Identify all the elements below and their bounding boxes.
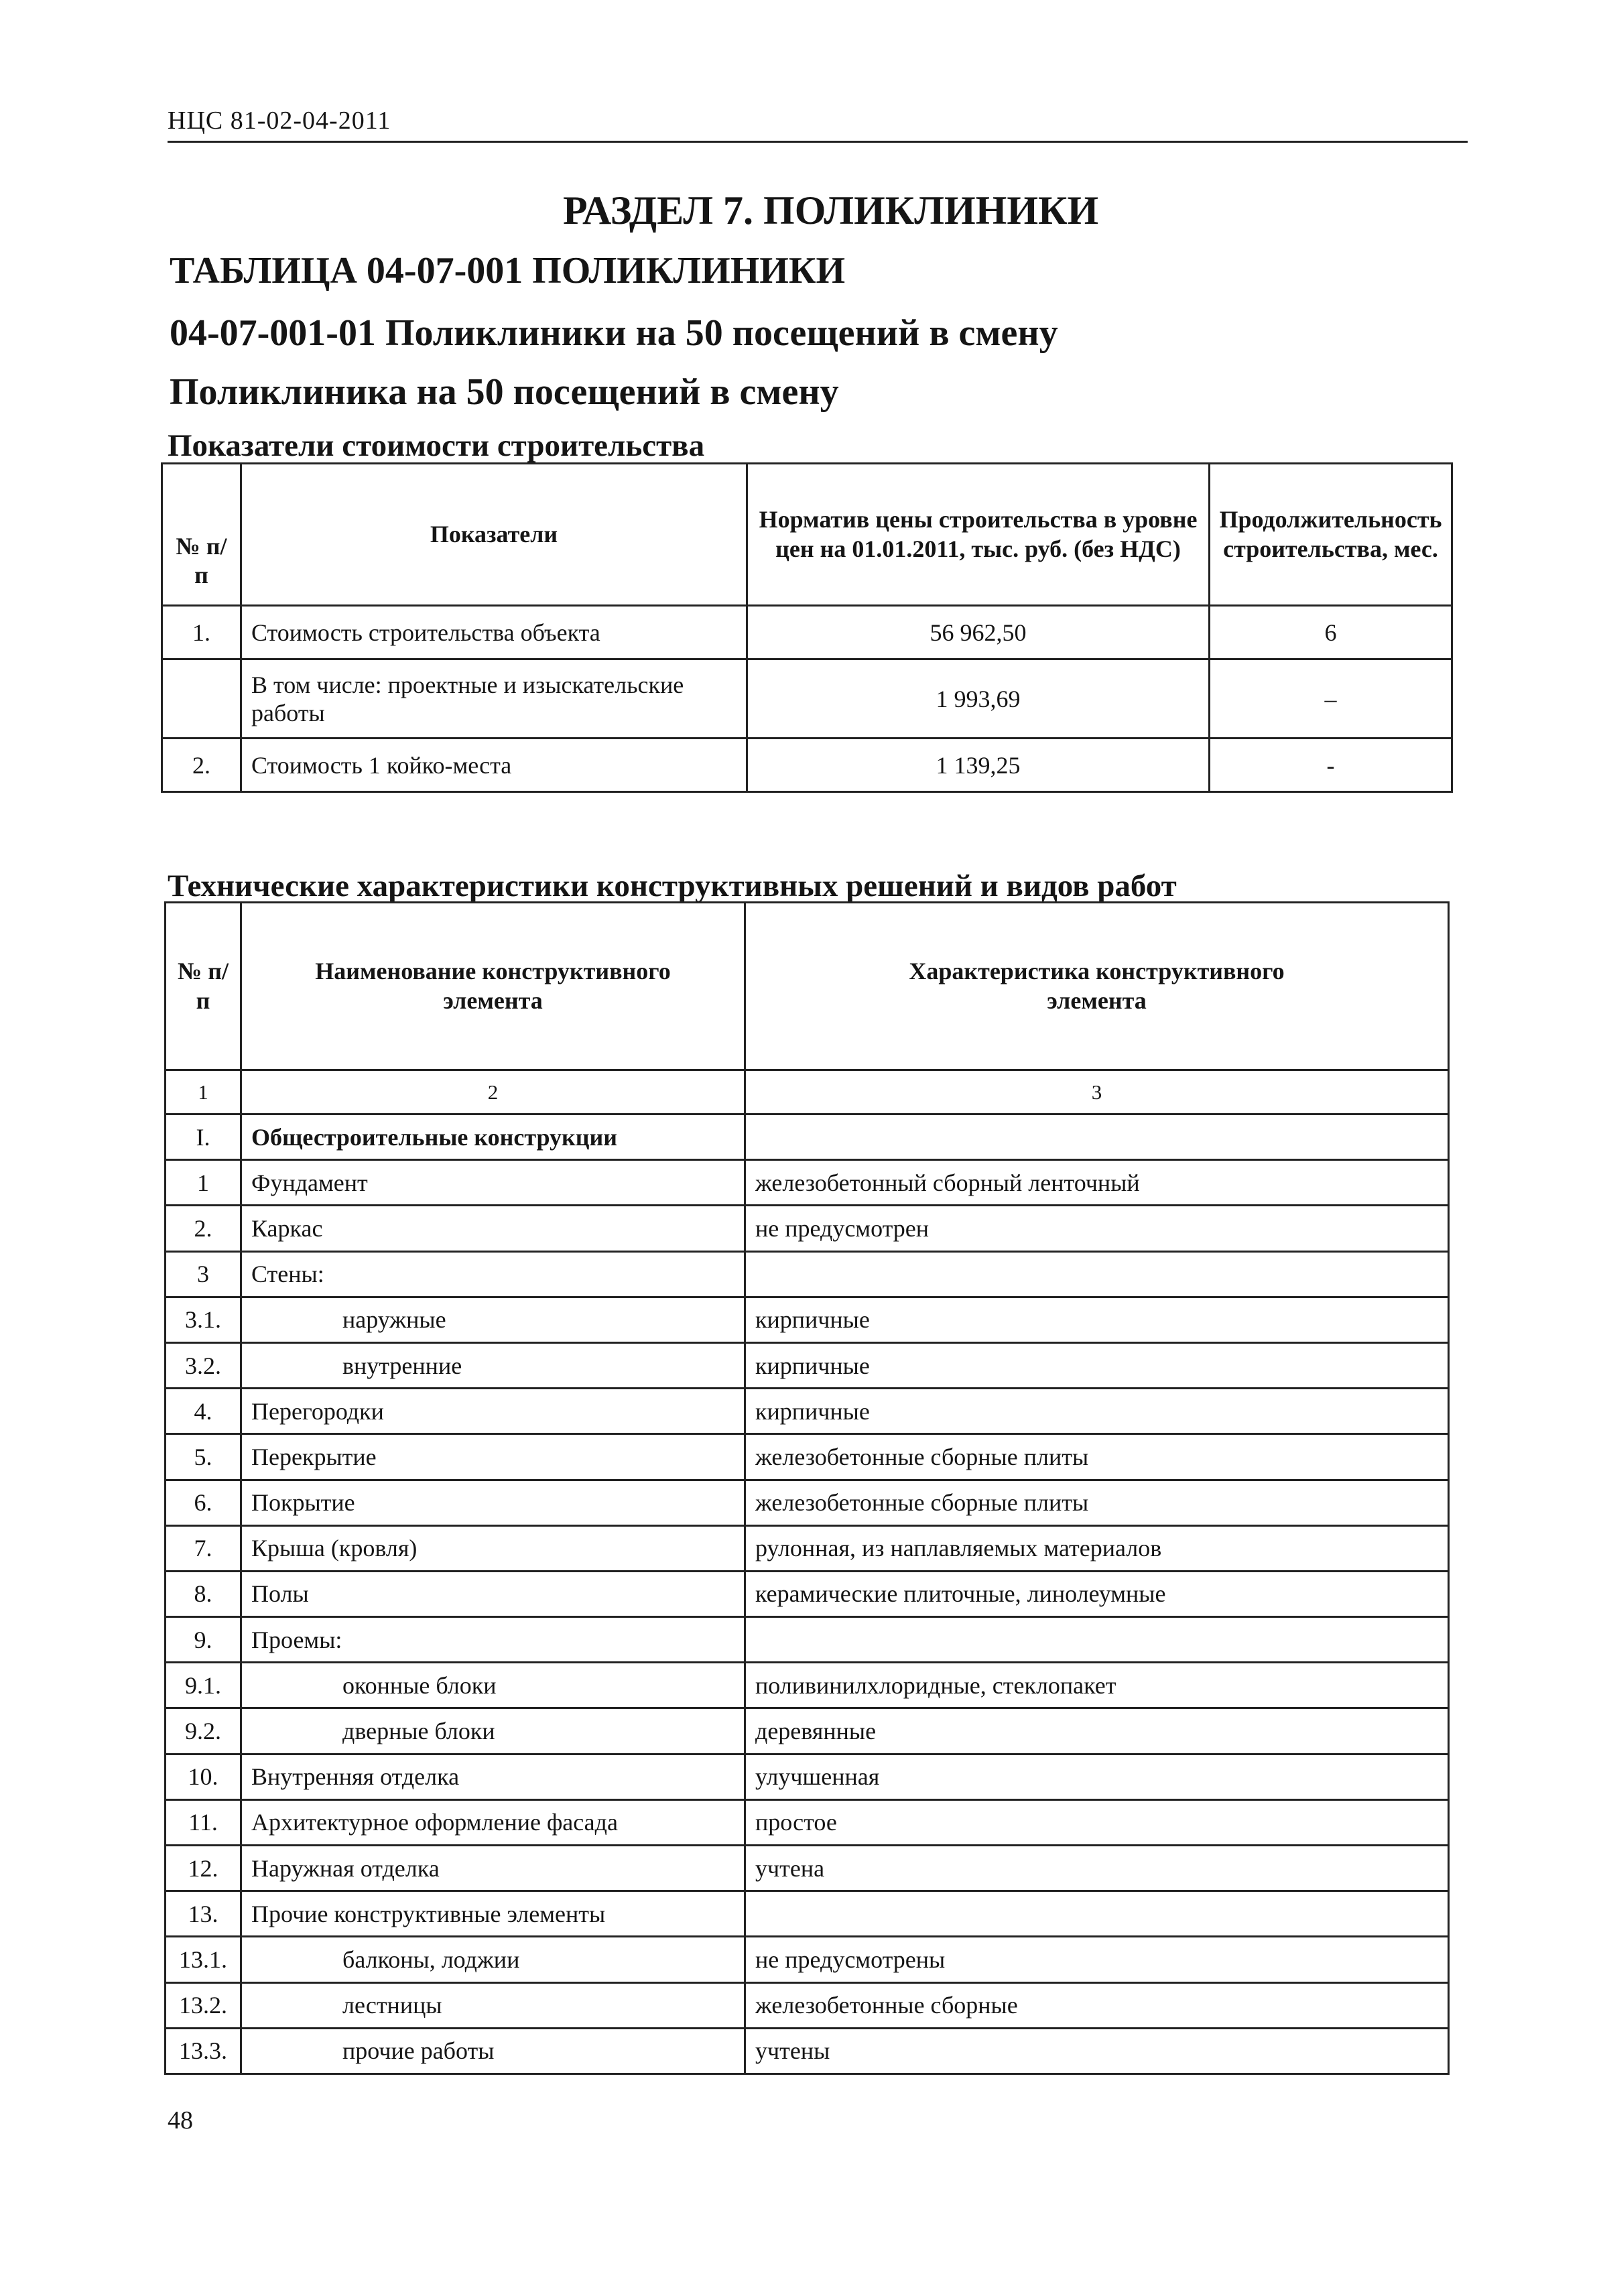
tech-row-characteristic: учтена xyxy=(745,1846,1449,1891)
tech-row-characteristic: простое xyxy=(745,1799,1449,1845)
cost-header-num: № п/п xyxy=(162,464,241,606)
tech-section-title: Технические характеристики конструктивных решений и видов работ xyxy=(168,869,1177,903)
tech-row-num: 9. xyxy=(166,1617,241,1663)
tech-row-name: Прочие конструктивные элементы xyxy=(241,1891,745,1937)
cost-section-title: Показатели стоимости строительства xyxy=(168,428,705,463)
tech-row-characteristic: не предусмотрен xyxy=(745,1206,1449,1251)
tech-row-num: 4. xyxy=(166,1389,241,1434)
tech-row-name: Перекрытие xyxy=(241,1434,745,1480)
tech-row-num: 3.2. xyxy=(166,1342,241,1388)
tech-row-name: Наружная отделка xyxy=(241,1846,745,1891)
tech-row-characteristic: учтены xyxy=(745,2028,1449,2074)
tech-row xyxy=(166,1617,1449,1663)
tech-row-characteristic: рулонная, из наплавляемых материалов xyxy=(745,1525,1449,1571)
tech-row-characteristic: поливинилхлоридные, стеклопакет xyxy=(745,1663,1449,1708)
tech-row-name: наружные xyxy=(241,1297,745,1342)
tech-row xyxy=(166,1206,1449,1251)
tech-row xyxy=(166,1251,1449,1297)
tech-header-name: Наименование конструктивного элемента xyxy=(241,903,745,1070)
tech-row xyxy=(166,1389,1449,1434)
tech-row-name: Крыша (кровля) xyxy=(241,1525,745,1571)
tech-row-characteristic: кирпичные xyxy=(745,1342,1449,1388)
cost-row-indicator: В том числе: проектные и изыскательские работы xyxy=(241,659,747,739)
tech-row-num: 7. xyxy=(166,1525,241,1571)
tech-row-num: I. xyxy=(166,1114,241,1160)
tech-row-num: 11. xyxy=(166,1799,241,1845)
tech-row xyxy=(166,1891,1449,1937)
tech-row xyxy=(166,1434,1449,1480)
tech-row xyxy=(166,1708,1449,1754)
cost-header-norm: Норматив цены строительства в уровне цен на 01.01.2011, тыс. руб. (без НДС) xyxy=(747,464,1210,606)
tech-row-name: Фундамент xyxy=(241,1160,745,1206)
cost-row-duration: – xyxy=(1210,659,1452,739)
col-number: 2 xyxy=(241,1070,745,1114)
tech-row-num: 1 xyxy=(166,1160,241,1206)
table-title: ТАБЛИЦА 04-07-001 ПОЛИКЛИНИКИ xyxy=(170,250,845,292)
cost-table-header-row xyxy=(162,464,1452,606)
tech-row-name: Перегородки xyxy=(241,1389,745,1434)
cost-table xyxy=(161,462,1453,793)
object-title: Поликлиника на 50 посещений в смену xyxy=(170,371,839,413)
tech-row xyxy=(166,1982,1449,2028)
tech-row-characteristic: кирпичные xyxy=(745,1389,1449,1434)
col-number: 3 xyxy=(745,1070,1449,1114)
tech-row xyxy=(166,1525,1449,1571)
tech-row-num: 3 xyxy=(166,1251,241,1297)
tech-row xyxy=(166,1937,1449,1982)
cost-header-duration: Продолжительность строительства, мес. xyxy=(1210,464,1452,606)
tech-row xyxy=(166,1114,1449,1160)
tech-row-num: 10. xyxy=(166,1754,241,1799)
cost-row-indicator: Стоимость 1 койко-места xyxy=(241,739,747,792)
tech-table-header-row xyxy=(166,903,1449,1070)
cost-row-num: 1. xyxy=(162,606,241,659)
tech-row-name: Общестроительные конструкции xyxy=(241,1114,745,1160)
tech-table xyxy=(164,901,1450,2075)
tech-row-name: прочие работы xyxy=(241,2028,745,2074)
tech-row-name: Покрытие xyxy=(241,1480,745,1525)
tech-col-number-row xyxy=(166,1070,1449,1114)
tech-row-num: 13.1. xyxy=(166,1937,241,1982)
tech-row-name: лестницы xyxy=(241,1982,745,2028)
tech-row-num: 9.1. xyxy=(166,1663,241,1708)
tech-row-characteristic: железобетонные сборные xyxy=(745,1982,1449,2028)
cost-row-norm: 56 962,50 xyxy=(747,606,1210,659)
tech-row-name: внутренние xyxy=(241,1342,745,1388)
tech-row-num: 12. xyxy=(166,1846,241,1891)
tech-row-characteristic: железобетонный сборный ленточный xyxy=(745,1160,1449,1206)
tech-row-num: 13. xyxy=(166,1891,241,1937)
tech-row-num: 9.2. xyxy=(166,1708,241,1754)
tech-row xyxy=(166,1754,1449,1799)
tech-row-name: Внутренняя отделка xyxy=(241,1754,745,1799)
tech-rows xyxy=(166,1114,1449,2074)
tech-row-name: дверные блоки xyxy=(241,1708,745,1754)
cost-row-indicator: Стоимость строительства объекта xyxy=(241,606,747,659)
tech-row-num: 6. xyxy=(166,1480,241,1525)
cost-row-num: 2. xyxy=(162,739,241,792)
cost-row xyxy=(162,739,1452,792)
tech-row xyxy=(166,1571,1449,1616)
tech-row-num: 2. xyxy=(166,1206,241,1251)
cost-row-norm: 1 139,25 xyxy=(747,739,1210,792)
tech-row xyxy=(166,1297,1449,1342)
tech-row xyxy=(166,1846,1449,1891)
tech-row-characteristic: не предусмотрены xyxy=(745,1937,1449,1982)
tech-row-name: оконные блоки xyxy=(241,1663,745,1708)
tech-row-characteristic: кирпичные xyxy=(745,1297,1449,1342)
col-number: 1 xyxy=(166,1070,241,1114)
tech-row-name: Стены: xyxy=(241,1251,745,1297)
tech-row xyxy=(166,1342,1449,1388)
tech-row-num: 5. xyxy=(166,1434,241,1480)
tech-row-characteristic xyxy=(745,1617,1449,1663)
tech-row-characteristic: железобетонные сборные плиты xyxy=(745,1434,1449,1480)
tech-row-num: 13.3. xyxy=(166,2028,241,2074)
tech-row xyxy=(166,1480,1449,1525)
tech-row-name: Проемы: xyxy=(241,1617,745,1663)
tech-row-characteristic: деревянные xyxy=(745,1708,1449,1754)
cost-row-duration: - xyxy=(1210,739,1452,792)
tech-row-characteristic: железобетонные сборные плиты xyxy=(745,1480,1449,1525)
document-code: НЦС 81-02-04-2011 xyxy=(168,107,391,135)
tech-row-name: Каркас xyxy=(241,1206,745,1251)
page-number: 48 xyxy=(168,2106,193,2134)
tech-row-num: 8. xyxy=(166,1571,241,1616)
cost-row xyxy=(162,659,1452,739)
tech-header-characteristic: Характеристика конструктивного элемента xyxy=(745,903,1449,1070)
tech-row-characteristic: улучшенная xyxy=(745,1754,1449,1799)
tech-row xyxy=(166,2028,1449,2074)
cost-row-norm: 1 993,69 xyxy=(747,659,1210,739)
item-code-title: 04-07-001-01 Поликлиники на 50 посещений в смену xyxy=(170,312,1058,354)
tech-header-num: № п/п xyxy=(166,903,241,1070)
tech-row-num: 3.1. xyxy=(166,1297,241,1342)
tech-row-characteristic xyxy=(745,1891,1449,1937)
tech-row-characteristic xyxy=(745,1251,1449,1297)
tech-row-num: 13.2. xyxy=(166,1982,241,2028)
tech-row-name: Полы xyxy=(241,1571,745,1616)
tech-row xyxy=(166,1160,1449,1206)
cost-row xyxy=(162,606,1452,659)
header-divider xyxy=(168,141,1468,143)
tech-row-name: балконы, лоджии xyxy=(241,1937,745,1982)
tech-row-characteristic xyxy=(745,1114,1449,1160)
tech-row xyxy=(166,1799,1449,1845)
cost-header-indicator: Показатели xyxy=(241,464,747,606)
tech-row xyxy=(166,1663,1449,1708)
cost-row-num xyxy=(162,659,241,739)
section-title: РАЗДЕЛ 7. ПОЛИКЛИНИКИ xyxy=(563,188,1099,233)
tech-row-name: Архитектурное оформление фасада xyxy=(241,1799,745,1845)
tech-row-characteristic: керамические плиточные, линолеумные xyxy=(745,1571,1449,1616)
cost-row-duration: 6 xyxy=(1210,606,1452,659)
